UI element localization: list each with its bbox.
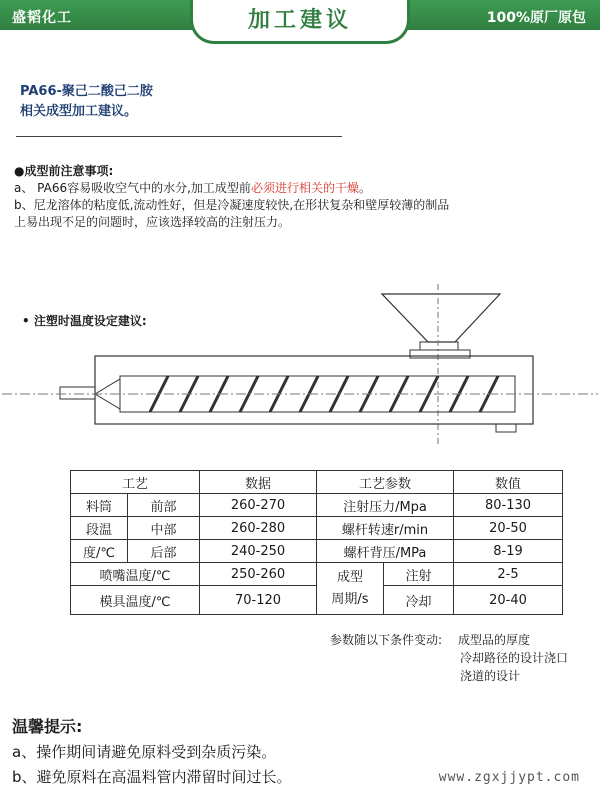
note-b-line1: b、尼龙溶体的粘度低,流动性好，但是冷凝速度较快,在形状复杂和壁厚较薄的制品 xyxy=(14,198,450,212)
param-label: 注射压力/Mpa xyxy=(317,494,454,517)
barrel-label: 度/℃ xyxy=(71,540,128,563)
tips-title: 温馨提示: xyxy=(12,717,83,736)
nozzle-temp-label: 喷嘴温度/℃ xyxy=(71,563,200,586)
table-row xyxy=(71,563,563,586)
tip-item: a、操作期间请避免原料受到杂质污染。 xyxy=(12,743,277,761)
pre-molding-notes xyxy=(14,163,589,231)
tip-item: b、避免原料在高温料管内滞留时间过长。 xyxy=(12,768,292,786)
cycle-label-line1: 成型 xyxy=(336,569,363,585)
material-name: PA66-聚己二酸己二胺 xyxy=(20,84,153,99)
param-value: 20-50 xyxy=(454,517,563,540)
remark-lead: 参数随以下条件变动: xyxy=(330,633,443,647)
hopper xyxy=(382,294,500,342)
notes-heading: ●成型前注意事项: xyxy=(14,164,114,178)
injection-machine-diagram xyxy=(0,284,600,444)
zone-label: 中部 xyxy=(128,517,200,540)
mold-temp-value: 70-120 xyxy=(200,586,317,615)
header-value: 数值 xyxy=(454,471,563,494)
note-a xyxy=(14,180,589,197)
header-parameters: 工艺参数 xyxy=(317,471,454,494)
inject-label: 注射 xyxy=(384,563,454,586)
remark-item: 成型品的厚度 xyxy=(458,633,531,647)
header-process: 工艺 xyxy=(71,471,200,494)
cool-label: 冷却 xyxy=(384,586,454,615)
cycle-label-line2: 周期/s xyxy=(331,591,369,607)
original-pack-label: 100%原厂原包 xyxy=(486,10,586,26)
zone-value: 260-280 xyxy=(200,517,317,540)
cycle-label xyxy=(317,563,384,615)
barrel-foot xyxy=(496,424,516,432)
note-a-highlight: 必须进行相关的干燥 xyxy=(250,181,359,195)
watermark: www.zgxjjypt.com xyxy=(438,770,580,785)
header-banner xyxy=(0,0,600,46)
table-header-row xyxy=(71,471,563,494)
processing-parameters-table xyxy=(70,470,563,615)
barrel-label: 料筒 xyxy=(71,494,128,517)
zone-label: 后部 xyxy=(128,540,200,563)
zone-label: 前部 xyxy=(128,494,200,517)
feed-port xyxy=(410,350,470,358)
temperature-setting-label: • 注塑时温度设定建议: xyxy=(22,314,147,328)
note-a-end: 。 xyxy=(358,181,371,195)
nozzle xyxy=(60,387,95,399)
nozzle-temp-value: 250-260 xyxy=(200,563,317,586)
param-label: 螺杆背压/MPa xyxy=(317,540,454,563)
mold-temp-label: 模具温度/℃ xyxy=(71,586,200,615)
page-title: 加工建议 xyxy=(190,0,410,44)
cool-value: 20-40 xyxy=(454,586,563,615)
hopper-throat xyxy=(420,342,458,350)
param-label: 螺杆转速r/min xyxy=(317,517,454,540)
note-a-text: a、 PA66容易吸收空气中的水分,加工成型前 xyxy=(14,181,251,195)
material-title xyxy=(20,82,153,122)
table-row xyxy=(71,494,563,517)
note-b-line2: 上易出现不足的问题时，应该选择较高的注射压力。 xyxy=(14,215,291,229)
param-value: 8-19 xyxy=(454,540,563,563)
table-row xyxy=(71,540,563,563)
remark-item: 浇道的设计 xyxy=(460,669,521,683)
param-value: 80-130 xyxy=(454,494,563,517)
zone-value: 260-270 xyxy=(200,494,317,517)
material-subtitle: 相关成型加工建议。 xyxy=(20,104,138,119)
divider xyxy=(16,136,342,137)
inject-value: 2-5 xyxy=(454,563,563,586)
barrel-label: 段温 xyxy=(71,517,128,540)
company-name: 盛韬化工 xyxy=(12,10,72,26)
header-data: 数据 xyxy=(200,471,317,494)
zone-value: 240-250 xyxy=(200,540,317,563)
remark-item: 冷却路径的设计浇口 xyxy=(460,651,569,665)
table-row xyxy=(71,517,563,540)
